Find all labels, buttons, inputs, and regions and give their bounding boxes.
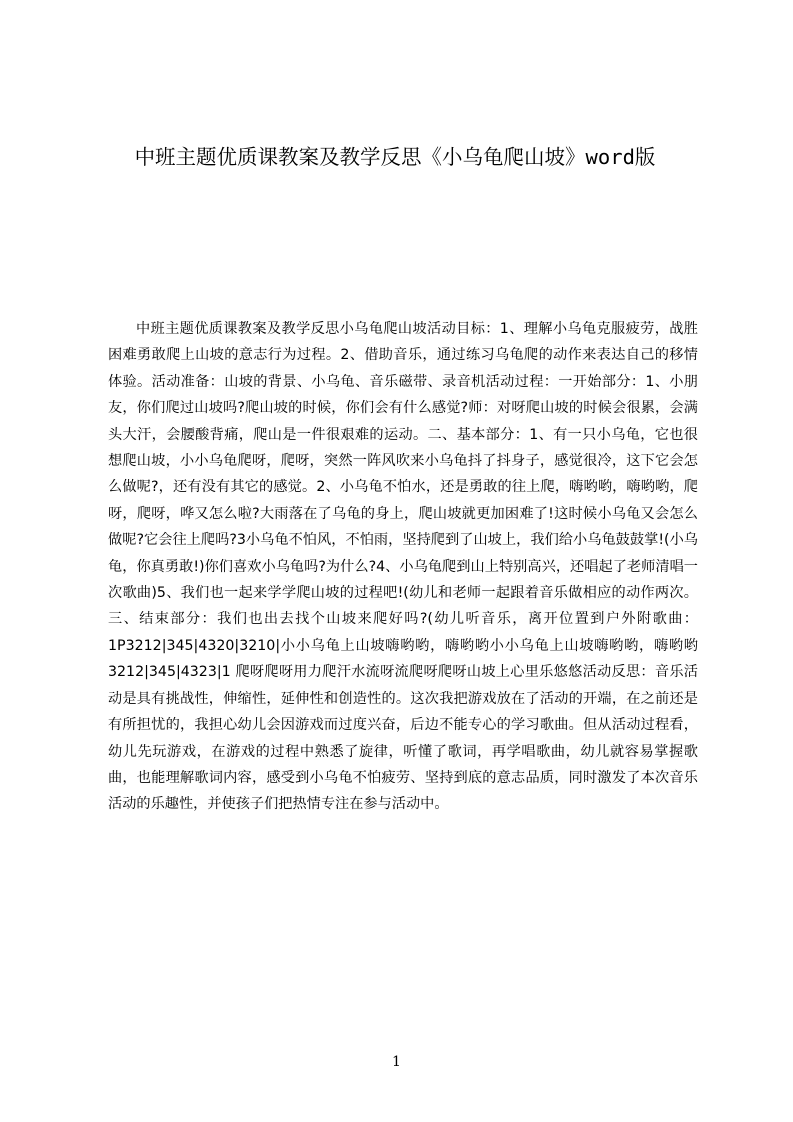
page-number: 1 <box>392 1054 401 1070</box>
document-title: 中班主题优质课教案及教学反思《小乌龟爬山坡》word版 <box>134 145 656 169</box>
document-body-paragraph: 中班主题优质课教案及教学反思小乌龟爬山坡活动目标：1、理解小乌龟克服疲劳，战胜困难勇敢爬上山坡的意志行为过程。2、借助音乐，通过练习乌龟爬的动作来表达自己的移情体验。活动准备：山坡的背景、小乌龟、音乐磁带、录音机活动过程：一开始部分：1、小朋友，你们爬过山坡吗?爬山坡的时候，你们会有什么感觉?师：对呀爬山坡的时候会很累，会满头大汗，会腰酸背痛，爬山是一件很艰难的运动。二、基本部分：1、有一只小乌龟，它也很想爬山坡，小小乌龟爬呀，爬呀，突然一阵风吹来小乌龟抖了抖身子，感觉很冷，这下它会怎么做呢?，还有没有其它的感觉。2、小乌龟不怕水，还是勇敢的往上爬，嗨哟哟，嗨哟哟，爬呀，爬呀，哗又怎么啦?大雨落在了乌龟的身上，爬山坡就更加困难了!这时候小乌龟又会怎么做呢?它会往上爬吗?3小乌龟不怕风，不怕雨，坚持爬到了山坡上，我们给小乌龟鼓鼓掌!(小乌龟，你真勇敢!)你们喜欢小乌龟吗?为什么?4、小乌龟爬到山上特别高兴，还唱起了老师清唱一次歌曲)5、我们也一起来学学爬山坡的过程吧!(幼儿和老师一起跟着音乐做相应的动作两次。三、结束部分：我们也出去找个山坡来爬好吗?(幼儿听音乐，离开位置到户外附歌曲：1P3212|345|4320|3210|小小乌龟上山坡嗨哟哟，嗨哟哟小小乌龟上山坡嗨哟哟，嗨哟哟 3212|345|4323|1 爬呀爬呀用力爬汗水流呀流爬呀爬呀山坡上心里乐悠悠活动反思：音乐活动是具有挑战性，伸缩性，延伸性和创造性的。这次我把游戏放在了活动的开端，在之前还是有所担忧的，我担心幼儿会因游戏而过度兴奋，后边不能专心的学习歌曲。但从活动过程看，幼儿先玩游戏，在游戏的过程中熟悉了旋律，听懂了歌词，再学唱歌曲，幼儿就容易掌握歌曲，也能理解歌词内容，感受到小乌龟不怕疲劳、坚持到底的意志品质，同时激发了本次音乐活动的乐趣性，并使孩子们把热情专注在参与活动中。 <box>108 321 698 813</box>
